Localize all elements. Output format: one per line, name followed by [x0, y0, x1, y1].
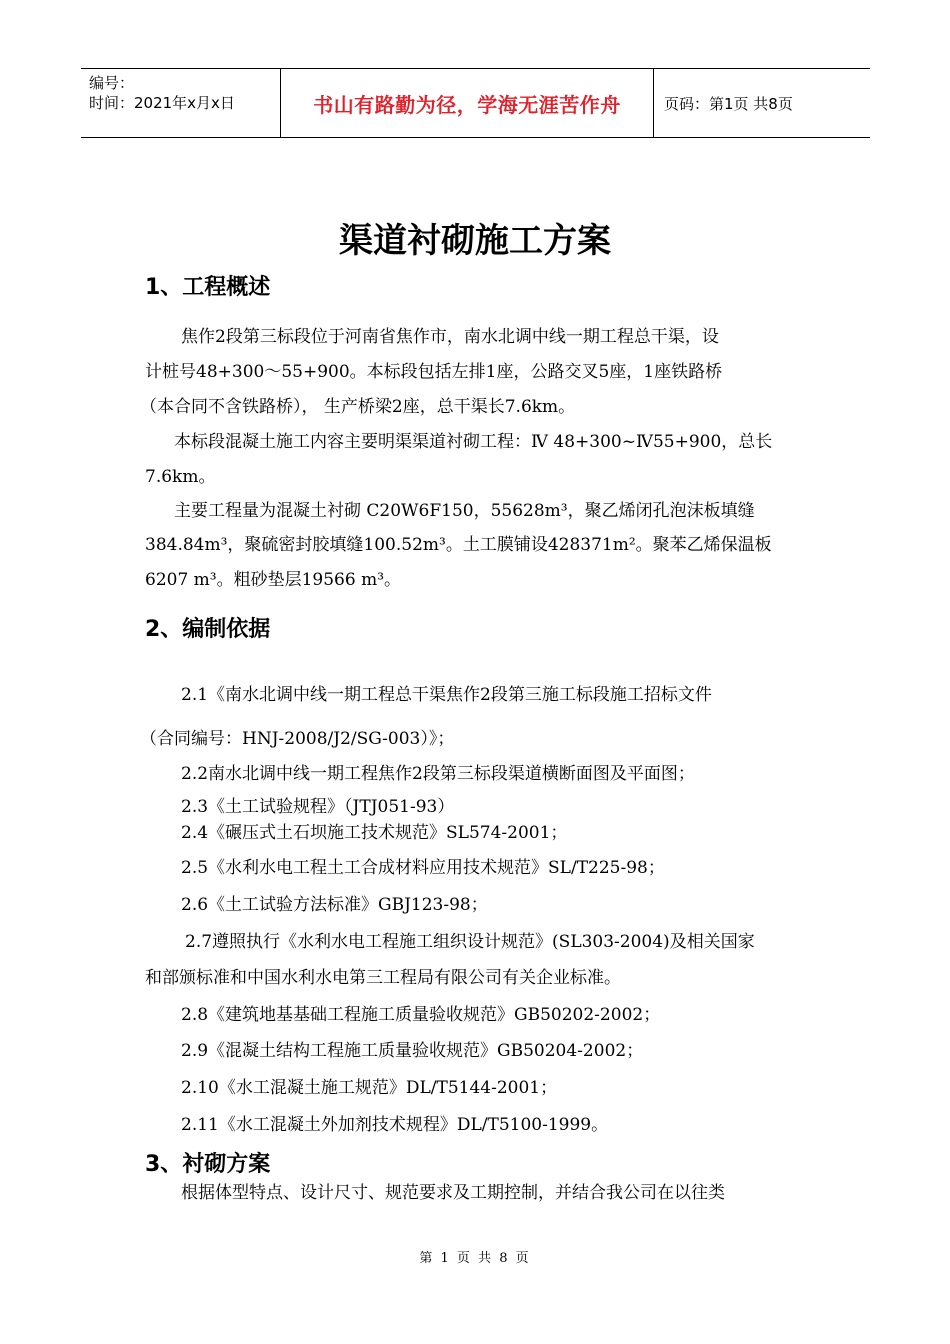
- reference-item: 2.9《混凝土结构工程施工质量验收规范》GB50204-2002；: [181, 1041, 644, 1061]
- header-motto: 书山有路勤为径，学海无涯苦作舟: [281, 69, 654, 137]
- paragraph-line: 本标段混凝土施工内容主要明渠渠道衬砌工程：Ⅳ 48+300~Ⅳ55+900，总长: [174, 432, 773, 452]
- header-meta-cell: [81, 69, 281, 137]
- time-label: 时间：2021年x月x日: [89, 94, 235, 112]
- paragraph-line: （本合同不含铁路桥）， 生产桥梁2座，总干渠长7.6km。: [140, 397, 576, 417]
- document-title: 渠道衬砌施工方案: [339, 221, 611, 261]
- header-table: [81, 68, 870, 138]
- paragraph-line: 根据体型特点、设计尺寸、规范要求及工期控制，并结合我公司在以往类: [181, 1183, 725, 1203]
- reference-item: 2.7遵照执行《水利水电工程施工组织设计规范》(SL303-2004)及相关国家: [185, 932, 755, 952]
- section-heading-1: 1、工程概述: [145, 275, 271, 300]
- reference-item: （合同编号：HNJ-2008/J2/SG-003）》；: [140, 729, 455, 749]
- reference-item: 和部颁标准和中国水利水电第三工程局有限公司有关企业标准。: [145, 968, 621, 988]
- page-footer: 第 1 页 共 8 页: [419, 1251, 531, 1266]
- reference-item: 2.8《建筑地基基础工程施工质量验收规范》GB50202-2002；: [181, 1005, 661, 1025]
- paragraph-line: 计桩号48+300～55+900。本标段包括左排1座，公路交叉5座，1座铁路桥: [145, 362, 723, 382]
- reference-item: 2.4《碾压式土石坝施工技术规范》SL574-2001；: [181, 823, 568, 843]
- section-heading-3: 3、衬砌方案: [145, 1152, 271, 1177]
- paragraph-line: 6207 m³。粗砂垫层19566 m³。: [145, 570, 402, 590]
- section-heading-2: 2、编制依据: [145, 617, 271, 642]
- paragraph-line: 焦作2段第三标段位于河南省焦作市，南水北调中线一期工程总干渠，设: [181, 327, 719, 347]
- paragraph-line: 7.6km。: [145, 467, 216, 487]
- reference-item: 2.1《南水北调中线一期工程总干渠焦作2段第三施工标段施工招标文件: [181, 685, 712, 705]
- number-label: 编号：: [89, 74, 135, 92]
- reference-item: 2.3《土工试验规程》（JTJ051-93）: [181, 797, 455, 817]
- reference-item: 2.2南水北调中线一期工程焦作2段第三标段渠道横断面图及平面图；: [181, 764, 695, 784]
- header-page-info: 页码：第1页 共8页: [664, 94, 793, 113]
- paragraph-line: 主要工程量为混凝土衬砌 C20W6F150，55628m³，聚乙烯闭孔泡沫板填缝: [174, 501, 755, 521]
- reference-item: 2.6《土工试验方法标准》GBJ123-98；: [181, 895, 488, 915]
- reference-item: 2.5《水利水电工程土工合成材料应用技术规范》SL/T225-98；: [181, 858, 665, 878]
- reference-item: 2.10《水工混凝土施工规范》DL/T5144-2001；: [181, 1078, 558, 1098]
- reference-item: 2.11《水工混凝土外加剂技术规程》DL/T5100-1999。: [181, 1115, 609, 1135]
- paragraph-line: 384.84m³，聚硫密封胶填缝100.52m³。土工膜铺设428371m²。聚苯乙烯保温板: [145, 535, 772, 555]
